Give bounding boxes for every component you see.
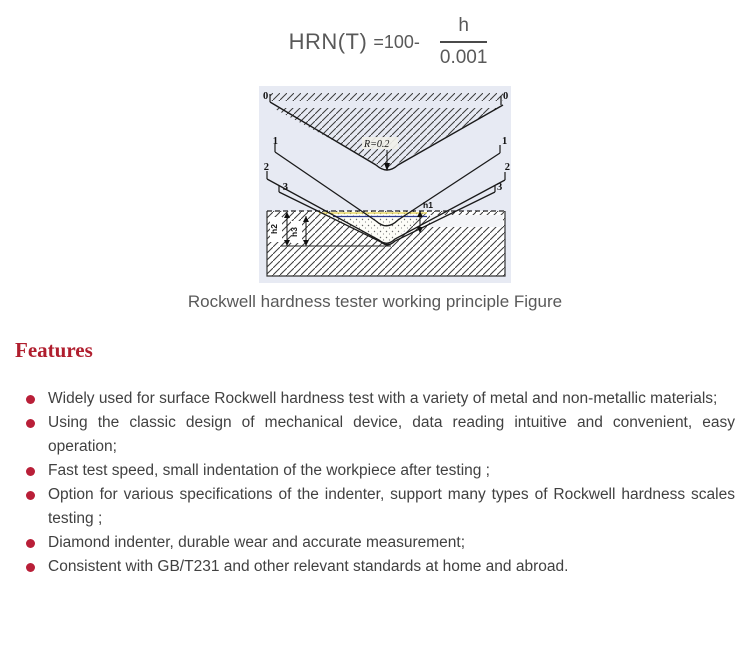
features-list — [0, 387, 750, 579]
feature-item — [25, 411, 735, 459]
feature-item — [25, 459, 735, 483]
scale-label-2-right: 2 — [504, 162, 510, 173]
feature-item — [25, 387, 735, 411]
surface-strip — [430, 215, 503, 227]
formula-fraction — [440, 14, 488, 70]
formula-denominator: 0.001 — [440, 41, 488, 70]
bullet-icon — [26, 467, 35, 476]
tip-radius-label: R=0.2 — [364, 139, 390, 150]
figure-caption: Rockwell hardness tester working principle Figure — [187, 292, 563, 311]
scale-label-1-left: 1 — [272, 136, 278, 147]
indenter-top-fringe — [270, 93, 503, 101]
working-principle-figure — [259, 86, 511, 283]
bullet-icon — [26, 395, 35, 404]
feature-item — [25, 555, 735, 579]
feature-text: Option for various specifications of the indenter, support many types of Rockwell hardness scales testing ; — [48, 486, 735, 527]
feature-text: Fast test speed, small indentation of the workpiece after testing ; — [48, 462, 490, 479]
feature-text: Widely used for surface Rockwell hardness test with a variety of metal and non-metallic materials; — [48, 390, 718, 407]
product-page — [0, 14, 750, 579]
h2-label: h2 — [269, 224, 279, 234]
hardness-formula — [13, 14, 750, 70]
feature-text: Consistent with GB/T231 and other relevant standards at home and abroad. — [48, 558, 569, 575]
formula-numerator: h — [458, 15, 469, 36]
bullet-icon — [26, 419, 35, 428]
feature-item — [25, 531, 735, 555]
principle-diagram-svg — [259, 86, 511, 283]
features-heading: Features — [15, 338, 93, 362]
bullet-icon — [26, 491, 35, 500]
scale-label-0-left: 0 — [263, 91, 269, 102]
formula-lhs: HRN(T) — [288, 29, 368, 54]
h1-label: h1 — [423, 200, 433, 210]
feature-item — [25, 483, 735, 531]
feature-text: Using the classic design of mechanical device, data reading intuitive and convenient, easy operation; — [48, 414, 735, 455]
formula-operator: =100- — [373, 31, 420, 52]
scale-label-1-right: 1 — [502, 136, 508, 147]
scale-label-0-right: 0 — [503, 91, 509, 102]
scale-label-3-left: 3 — [282, 182, 288, 193]
bullet-icon — [26, 563, 35, 572]
scale-label-3-right: 3 — [497, 182, 503, 193]
feature-text: Diamond indenter, durable wear and accurate measurement; — [48, 534, 466, 551]
h3-label: h3 — [289, 227, 299, 237]
scale-label-2-left: 2 — [263, 162, 269, 173]
bullet-icon — [26, 539, 35, 548]
